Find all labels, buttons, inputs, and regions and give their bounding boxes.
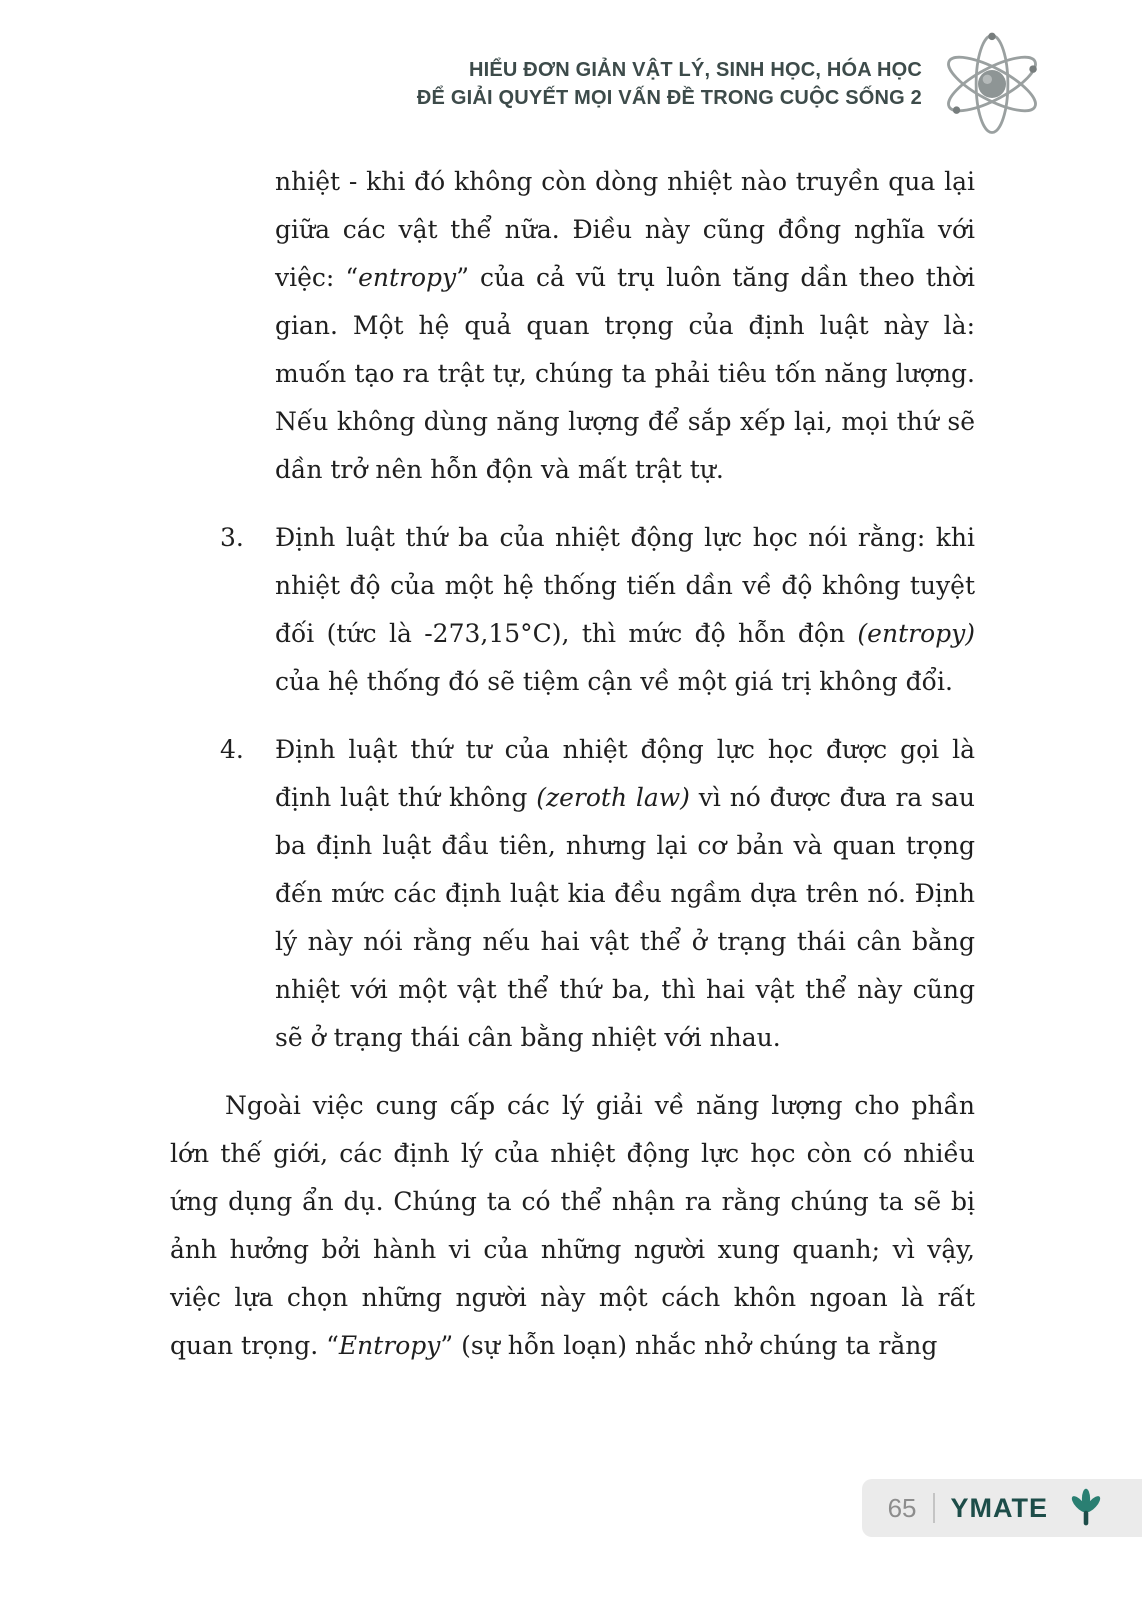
list-text-3: Định luật thứ ba của nhiệt động lực học nói rằng: khi nhiệt độ của một hệ thống tiến dần về độ không tuyệt đối (tức là -273,15°C), thì mức độ hỗn độn (entropy) của hệ thống đó sẽ tiệm cận về một giá trị không đổi. xyxy=(275,523,975,696)
atom-icon xyxy=(936,28,1048,140)
list-number-3: 3. xyxy=(220,523,244,552)
brand-name: YMATE xyxy=(950,1492,1048,1523)
running-head xyxy=(417,56,922,112)
page-header xyxy=(0,28,1048,140)
list-item-4 xyxy=(170,726,975,1062)
running-head-line1: HIỂU ĐƠN GIẢN VẬT LÝ, SINH HỌC, HÓA HỌC xyxy=(468,59,922,81)
running-head-line2: ĐỂ GIẢI QUYẾT MỌI VẤN ĐỀ TRONG CUỘC SỐNG 2 xyxy=(416,87,922,109)
list-item-3 xyxy=(170,514,975,706)
ymate-logo-icon xyxy=(1064,1486,1108,1530)
footer-bar xyxy=(862,1479,1142,1537)
paragraph-continuation: nhiệt - khi đó không còn dòng nhiệt nào truyền qua lại giữa các vật thể nữa. Điều này cũng đồng nghĩa với việc: “entropy” của cả vũ trụ luôn tăng dần theo thời gian. Một hệ quả quan trọng của định luật này là: muốn tạo ra trật tự, chúng ta phải tiêu tốn năng lượng. Nếu không dùng năng lượng để sắp xếp lại, mọi thứ sẽ dần trở nên hỗn độn và mất trật tự. xyxy=(275,167,975,484)
paragraph-closing: Ngoài việc cung cấp các lý giải về năng lượng cho phần lớn thế giới, các định lý của nhiệt động lực học còn có nhiều ứng dụng ẩn dụ. Chúng ta có thể nhận ra rằng chúng ta sẽ bị ảnh hưởng bởi hành vi của những người xung quanh; vì vậy, việc lựa chọn những người này một cách khôn ngoan là rất quan trọng. “Entropy” (sự hỗn loạn) nhắc nhở chúng ta rằng xyxy=(170,1091,975,1360)
page-body xyxy=(170,158,975,1370)
list-text-4: Định luật thứ tư của nhiệt động lực học được gọi là định luật thứ không (zeroth law) vì nó được đưa ra sau ba định luật đầu tiên, nhưng lại cơ bản và quan trọng đến mức các định luật kia đều ngầm dựa trên nó. Định lý này nói rằng nếu hai vật thể ở trạng thái cân bằng nhiệt với một vật thể thứ ba, thì hai vật thể này cũng sẽ ở trạng thái cân bằng nhiệt với nhau. xyxy=(275,735,975,1052)
page-number: 65 xyxy=(887,1492,917,1523)
footer-separator xyxy=(933,1493,935,1523)
list-number-4: 4. xyxy=(220,735,244,764)
